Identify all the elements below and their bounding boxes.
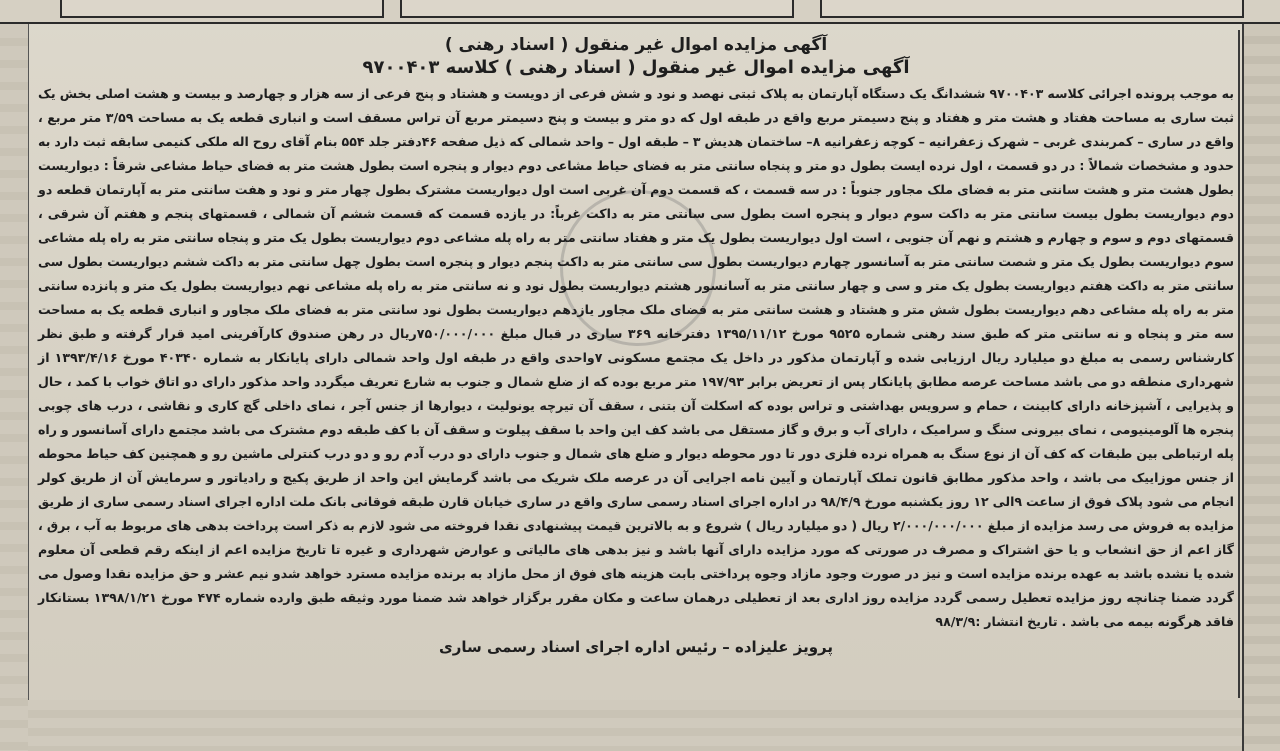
bottom-strip xyxy=(28,700,1242,751)
notice-title-secondary: آگهی مزایده اموال غیر منقول ( اسناد رهنی ) کلاسه ۹۷۰۰۴۰۳ xyxy=(362,57,910,78)
left-margin-column xyxy=(0,24,29,751)
right-margin-column xyxy=(1242,24,1280,751)
top-box-left xyxy=(60,0,384,18)
notice-signature: پرویز علیزاده – رئیس اداره اجرای اسناد رسمی ساری xyxy=(438,638,833,656)
notice-title-primary: آگهی مزایده اموال غیر منقول ( اسناد رهنی ) xyxy=(444,35,828,55)
notice-body: به موجب پرونده اجرائی کلاسه ۹۷۰۰۴۰۳ ششدانگ یک دستگاه آپارتمان به پلاک ثبتی نهصد و نود و شش فرعی از دویست و هشتاد و پنج فرعی از سه هزار و چهارصد و بیست و هشت اصلی بخش یک ثبت ساری به مساحت هفتاد و هشت متر و هفتاد و پنج دسیمتر مربع واقع در طبقه اول که دو متر و بیست و پنج دسیمتر مربع آن تراس مسقف است و انباری قطعه یک به مساحت ۳/۵۹ متر مربع ، واقع در ساری – کمربندی غربی – شهرک زعفرانیه – کوچه زعفرانیه ۸– ساختمان هدیش ۳ – طبقه اول – واحد شمالی که ذیل صفحه ۴۶دفتر جلد ۵۵۴ بنام آقای روح اله ملکی کنیمی سابقه ثبت دارد به حدود و مشخصات شمالاً : در دو قسمت ، اول نرده ایست بطول دو متر و پنجاه سانتی متر به فضای حیاط مشاعی دوم دیوار و پنجره است بطول هشت متر به فضای حیاط مشاعی شرقاً : دیواریست بطول هشت متر و هشت سانتی متر به فضای ملک مجاور جنوباً : در سه قسمت ، که قسمت دوم آن غربی است اول دیواریست مشترک بطول چهار متر و نود و هفت سانتی متر به آپارتمان قطعه دو دوم دیواریست بطول بیست سانتی متر به داکت سوم دیوار و پنجره است بطول سی سانتی متر به داکت غرباً: در یازده قسمت که قسمت ششم آن شمالی ، قسمتهای پنجم و هفتم آن شرقی ، قسمتهای دوم و سوم و چهارم و هشتم و نهم آن جنوبی ، است اول دیواریست بطول یک متر و هفتاد سانتی متر به راه پله مشاعی دوم دیواریست بطول یک متر و پنجاه سانتی متر به راه پله مشاعی سوم دیواریست بطول یک متر و شصت سانتی متر به آسانسور چهارم دیواریست بطول سی سانتی متر به داکت پنجم دیوار و پنجره است بطول چهل سانتی متر به داکت ششم دیواریست بطول سی سانتی متر به داکت هفتم دیواریست بطول یک متر و سی و چهار سانتی متر به آسانسور هشتم دیواریست بطول نود و نه سانتی متر به راه پله مشاعی نهم دیواریست بطول یک متر و پانزده سانتی متر به راه پله مشاعی دهم دیواریست بطول شش متر و هشتاد و هشت سانتی متر به فضای ملک مجاور یازدهم دیواریست بطول نود سانتی متر به فضای ملک مجاور و انباری قطعه یک به مساحت سه متر و پنجاه و نه سانتی متر که طبق سند رهنی شماره ۹۵۲۵ مورخ ۱۳۹۵/۱۱/۱۲ دفترخانه ۳۶۹ ساری در قبال مبلغ ۷۵۰/۰۰۰/۰۰۰ریال در رهن صندوق کارآفرینی امید قرار گرفته و طبق نظر کارشناس رسمی به مبلغ دو میلیارد ریال ارزیابی شده و آپارتمان مذکور در داخل یک مجتمع مسکونی ۷واحدی واقع در طبقه اول واحد شمالی دارای پایانکار به شماره ۴۰۳۴۰ مورخ ۱۳۹۳/۴/۱۶ از شهرداری منطقه دو می باشد مساحت عرصه مطابق پایانکار پس از تعریض برابر ۱۹۷/۹۳ متر مربع بوده که از ضلع شمال و جنوب به شارع تعریف میگردد واحد مذکور دارای دو اتاق خواب با کمد ، حال و پذیرایی ، آشپزخانه دارای کابینت ، حمام و سرویس بهداشتی و تراس بوده که اسکلت آن بتنی ، سقف آن تیرچه یونولیت ، دیوارها از جنس آجر ، نمای داخلی گچ کاری و نقاشی ، درب های چوبی پنجره ها آلومینیومی ، نمای بیرونی سنگ و سرامیک ، دارای آب و برق و گاز مستقل می باشد کف این واحد با سقف پیلوت و سقف آن با کف طبقه دوم مشترک می باشد مجتمع دارای آسانسور و راه پله ارتباطی بین طبقات که کف آن از نوع سنگ به همراه نرده فلزی دور تا دور محوطه دیوار و ضلع های شمال و جنوب دارای دو درب آدم رو و دو درب کنترلی ماشین رو و همچنین کف حیاط محوطه از جنس موزاییک می باشد ، واحد مذکور مطابق قانون تملک آپارتمان و آیین نامه اجرایی آن در عرصه ملک شریک می باشد گرمایش این واحد از طریق پکیج و رادیاتور و سرمایش آن از طریق کولر انجام می شود پلاک فوق از ساعت ۹الی ۱۲ روز یکشنبه مورخ ۹۸/۴/۹ در اداره اجرای اسناد رسمی ساری واقع در ساری خیابان قارن طبقه فوقانی بانک ملت اداره اجرای اسناد رسمی ساری از طریق مزایده به فروش می رسد مزایده از مبلغ ۲/۰۰۰/۰۰۰/۰۰۰ ریال ( دو میلیارد ریال ) شروع و به بالاترین قیمت پیشنهادی نقدا فروخته می شود لازم به ذکر است پرداخت بدهی های مربوط به آب ، برق ، گاز اعم از حق انشعاب و یا حق اشتراک و مصرف در صورتی که مورد مزایده دارای آنها باشد و نیز بدهی های مالیاتی و عوارض شهرداری و غیره تا تاریخ مزایده اعم از اینکه رقم قطعی آن معلوم شده یا نشده باشد به عهده برنده مزایده است و نیز در صورت وجود مازاد وجوه پرداختی بابت هزینه های فوق از محل مازاد به برنده مزایده مسترد خواهد شدو نیم عشر و حق مزایده نقدا وصول می گردد ضمنا چنانچه روز مزایده تعطیل رسمی گردد مزایده روز اداری بعد از تعطیلی درهمان ساعت و مکان مقرر برگزار خواهد شد ضمنا مورد وثیقه طبق وارده شماره ۴۷۴ مورخ ۱۳۹۸/۱/۲۱ بستانکار فاقد هرگونه بیمه می باشد . تاریخ انتشار :۹۸/۳/۹ xyxy=(38,86,1235,629)
top-box-middle xyxy=(400,0,794,18)
top-strip xyxy=(0,0,1280,24)
top-box-right xyxy=(820,0,1244,18)
auction-notice xyxy=(38,34,1234,694)
